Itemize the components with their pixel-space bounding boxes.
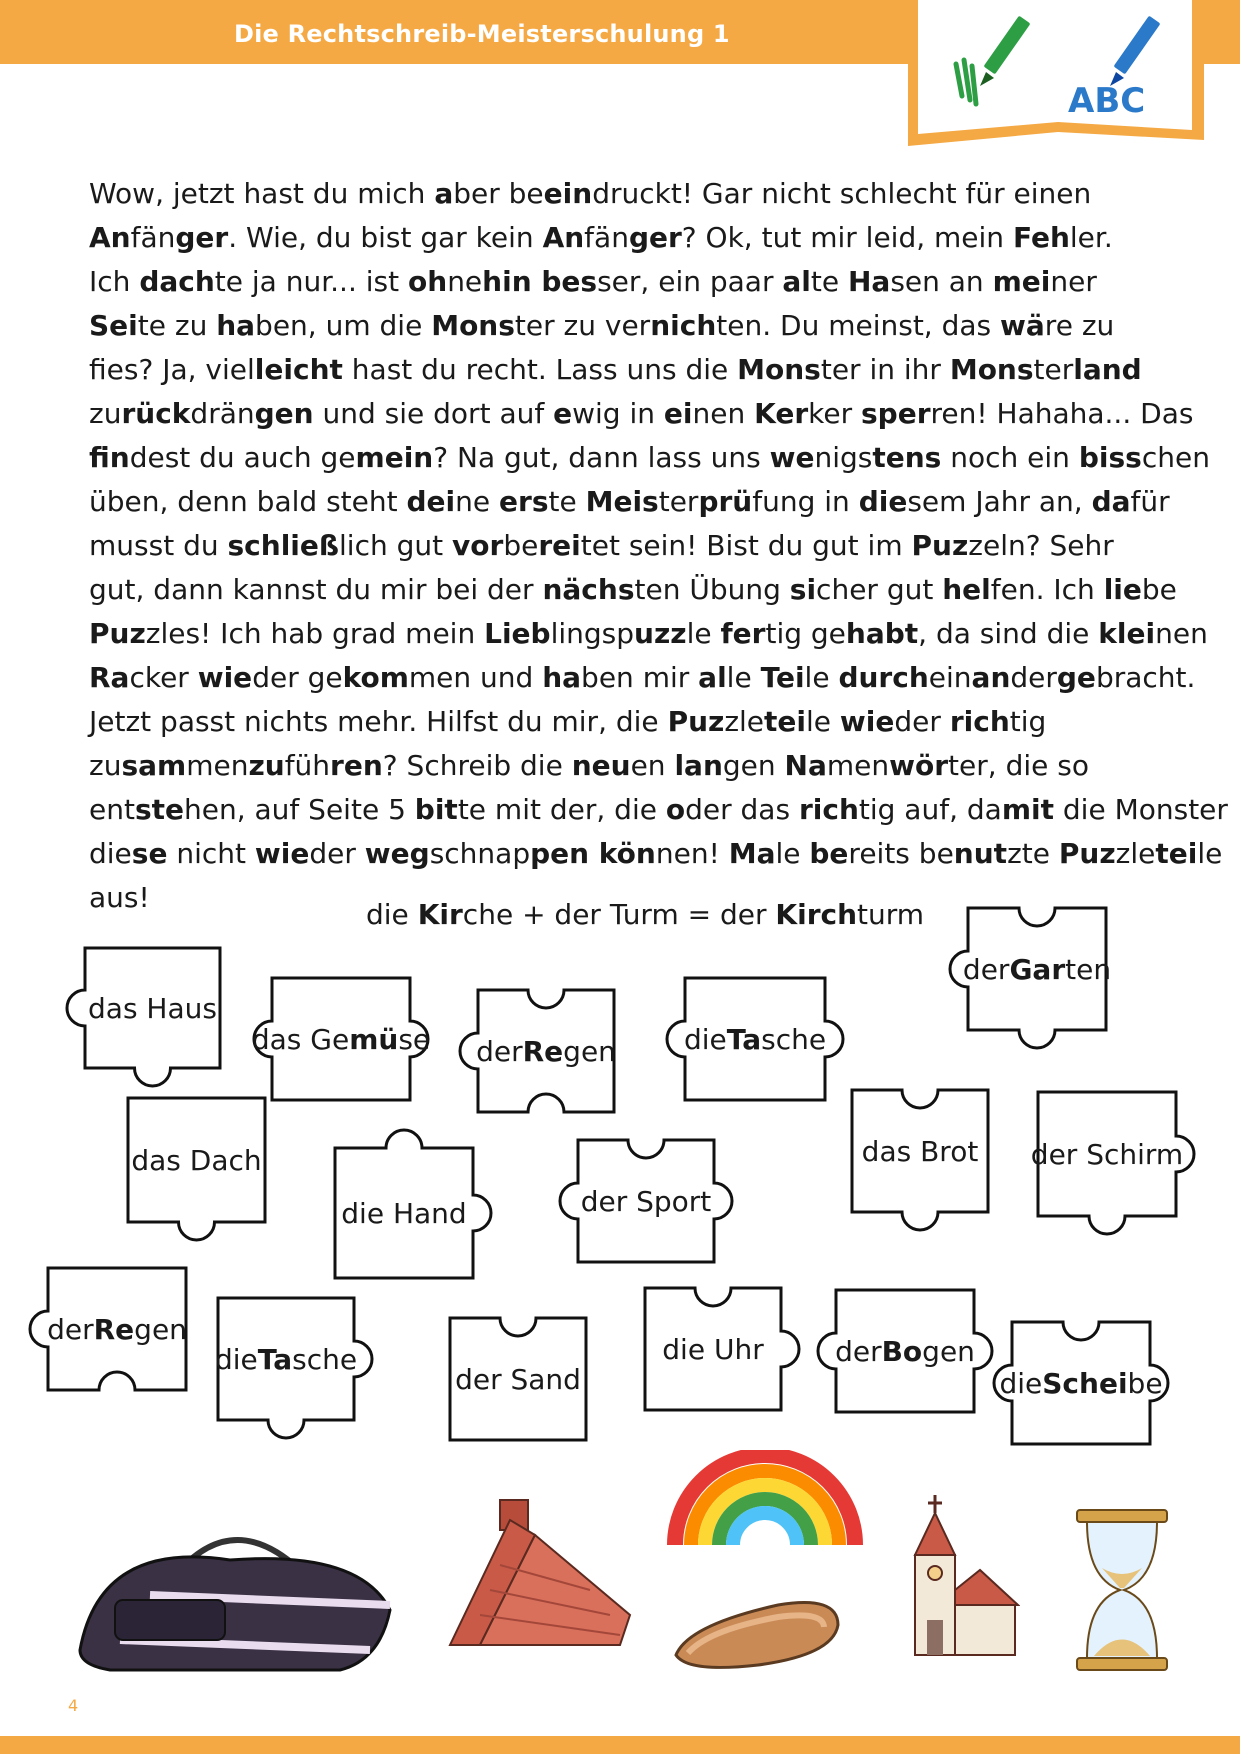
text-segment: füh	[284, 749, 331, 782]
text-segment: ter	[658, 485, 699, 518]
text-segment: ben, um die	[255, 309, 432, 342]
bold-syllable: Na	[784, 749, 827, 782]
bold-syllable: schließ	[227, 529, 340, 562]
text-segment: die Uhr	[662, 1332, 764, 1366]
bold-syllable: oh	[408, 265, 448, 298]
text-segment: le	[804, 661, 839, 694]
puzzle-das-haus	[85, 948, 220, 1068]
bold-syllable: dei	[406, 485, 456, 518]
logo-abc-text: ABC	[1068, 81, 1146, 121]
text-segment: ner	[1050, 265, 1097, 298]
bold-syllable: rück	[121, 397, 191, 430]
header-title: Die Rechtschreib-Meisterschulung 1	[234, 20, 730, 48]
text-segment: tig ge	[765, 617, 846, 650]
bold-syllable: Re	[522, 1034, 564, 1068]
puzzle-label	[962, 908, 1112, 1030]
intro-line	[89, 304, 1189, 348]
puzzle-der-garten	[962, 908, 1112, 1030]
text-segment: ter zu ver	[514, 309, 651, 342]
text-segment: wig in	[572, 397, 664, 430]
bold-syllable: ei	[663, 397, 693, 430]
text-segment: sche	[761, 1022, 827, 1056]
bold-syllable: klei	[1098, 617, 1156, 650]
text-segment: Wow, jetzt hast du mich	[89, 177, 435, 210]
bold-syllable: bit	[414, 793, 458, 826]
text-segment: hen, auf Seite 5	[184, 793, 415, 826]
bold-syllable: prü	[698, 485, 753, 518]
text-segment: zte	[1007, 837, 1059, 870]
bold-syllable: lan	[674, 749, 723, 782]
bold-syllable: Ta	[257, 1342, 293, 1376]
text-segment: die	[999, 1366, 1043, 1400]
bold-syllable: uzz	[634, 617, 687, 650]
church-illustration	[890, 1495, 1020, 1664]
text-segment: drän	[190, 397, 255, 430]
text-segment: fen. Ich	[990, 573, 1104, 606]
bold-syllable: Puz	[911, 529, 969, 562]
text-segment: en	[630, 749, 675, 782]
text-segment: men und	[408, 661, 543, 694]
bold-syllable: rei	[538, 529, 581, 562]
bold-syllable: tens	[872, 441, 942, 474]
text-segment: tet sein! Bist du gut im	[580, 529, 912, 562]
intro-line	[89, 436, 1210, 480]
bold-syllable: Ma	[728, 837, 776, 870]
puzzle-label	[251, 978, 431, 1100]
intro-line	[89, 524, 1189, 568]
text-segment: se	[398, 1022, 431, 1056]
text-segment: die Hand	[341, 1196, 467, 1230]
text-segment: sen an	[890, 265, 993, 298]
bold-syllable: An	[89, 221, 131, 254]
puzzle-der-regen-2	[48, 1268, 186, 1390]
bold-syllable: Kir	[417, 898, 463, 931]
footer-bar	[0, 1736, 1240, 1754]
text-segment: ben mir	[581, 661, 699, 694]
text-segment: gen	[563, 1034, 616, 1068]
text-segment: Jetzt passt nichts mehr. Hilfst du mir, die	[89, 705, 668, 738]
text-segment: Ich	[89, 265, 140, 298]
text-segment: nen	[1155, 617, 1208, 650]
text-segment: fän	[130, 221, 176, 254]
text-segment: das Haus	[88, 991, 217, 1025]
bold-syllable: neu	[571, 749, 631, 782]
text-segment: ser, ein paar	[597, 265, 783, 298]
intro-line	[89, 744, 1189, 788]
text-segment: , da sind die	[918, 617, 1099, 650]
text-segment: zeln? Sehr	[968, 529, 1114, 562]
text-segment: hast du recht. Lass uns die	[342, 353, 738, 386]
bold-syllable: ste	[134, 793, 184, 826]
puzzle-der-bogen	[836, 1290, 974, 1412]
bold-syllable: Kirch	[775, 898, 858, 931]
intro-line	[89, 656, 1196, 700]
bold-syllable: ger	[175, 221, 229, 254]
text-segment: sche	[292, 1342, 358, 1376]
text-segment: der	[47, 1312, 94, 1346]
text-segment: te ja nur... ist	[214, 265, 409, 298]
bold-syllable: land	[1073, 353, 1142, 386]
puzzle-label	[578, 1140, 714, 1262]
text-segment: . Wie, du bist gar kein	[228, 221, 543, 254]
text-segment: cher gut	[816, 573, 943, 606]
bold-syllable: Bo	[881, 1334, 923, 1368]
puzzle-label	[450, 1318, 586, 1440]
bold-syllable: ger	[628, 221, 682, 254]
bold-syllable: Re	[93, 1312, 135, 1346]
puzzle-label	[85, 948, 220, 1068]
bold-syllable: a	[434, 177, 454, 210]
bold-syllable: fer	[720, 617, 766, 650]
text-segment: cker	[129, 661, 198, 694]
bold-syllable: e	[553, 397, 573, 430]
bold-syllable: nut	[953, 837, 1008, 870]
bold-syllable: mein	[355, 441, 434, 474]
text-segment: ter, die so	[948, 749, 1089, 782]
intro-line	[89, 700, 1189, 744]
text-segment: zles! Ich hab grad mein	[145, 617, 485, 650]
text-segment: ein	[928, 661, 972, 694]
text-segment: aus!	[89, 881, 150, 914]
bold-syllable: mit	[1001, 793, 1054, 826]
text-segment: ler.	[1069, 221, 1113, 254]
intro-line	[89, 172, 1189, 216]
puzzle-label	[128, 1098, 265, 1222]
text-segment: le	[775, 837, 810, 870]
text-segment: das Dach	[131, 1143, 262, 1177]
text-segment: be	[503, 529, 539, 562]
bold-syllable: tei	[1155, 837, 1198, 870]
bold-syllable: tei	[764, 705, 807, 738]
bold-syllable: Ha	[847, 265, 891, 298]
text-segment: der Sand	[455, 1362, 581, 1396]
bold-syllable: wä	[1000, 309, 1045, 342]
bold-syllable: o	[665, 793, 686, 826]
bold-syllable: si	[789, 573, 817, 606]
intro-text	[89, 172, 1228, 920]
intro-line	[89, 216, 1189, 260]
bold-syllable: rich	[949, 705, 1010, 738]
text-segment: der Sport	[580, 1184, 712, 1218]
bold-syllable: Meis	[585, 485, 659, 518]
text-segment: le	[806, 705, 840, 738]
hourglass-illustration	[1072, 1508, 1172, 1677]
text-segment: bracht.	[1095, 661, 1196, 694]
text-segment: der Schirm	[1030, 1137, 1184, 1171]
text-segment: fung in	[752, 485, 859, 518]
bold-syllable: Mons	[737, 353, 821, 386]
puzzle-label	[999, 1322, 1163, 1444]
intro-line	[89, 480, 1189, 524]
text-segment: le	[1197, 837, 1223, 870]
bold-syllable: wie	[197, 661, 253, 694]
intro-line	[89, 260, 1189, 304]
bold-syllable: ren	[330, 749, 383, 782]
text-segment: fies? Ja, viel	[89, 353, 255, 386]
text-segment: die	[683, 1022, 727, 1056]
text-segment: ten Übung	[634, 573, 790, 606]
bold-syllable: nächs	[542, 573, 635, 606]
text-segment: nen!	[655, 837, 729, 870]
text-segment: ? Schreib die	[382, 749, 572, 782]
puzzle-der-schirm	[1030, 1092, 1184, 1216]
bold-syllable: Ta	[726, 1022, 762, 1056]
text-segment: zle	[724, 705, 765, 738]
text-segment: be	[1127, 1366, 1163, 1400]
text-segment: nicht	[167, 837, 255, 870]
text-segment: reits be	[848, 837, 954, 870]
puzzle-die-scheibe	[999, 1322, 1163, 1444]
text-segment: dest du auch ge	[129, 441, 356, 474]
text-segment: le	[726, 661, 761, 694]
text-segment: die	[214, 1342, 258, 1376]
bold-syllable: biss	[1078, 441, 1142, 474]
bold-syllable: mei	[992, 265, 1051, 298]
intro-line	[89, 568, 1189, 612]
bread-slice-illustration	[668, 1585, 848, 1679]
bold-syllable: ge	[1056, 661, 1096, 694]
bold-syllable: mü	[349, 1022, 399, 1056]
text-segment: das Brot	[861, 1134, 979, 1168]
bold-syllable: al	[782, 265, 811, 298]
text-segment: ne	[447, 265, 483, 298]
bold-syllable: ein	[543, 177, 593, 210]
text-segment: gen	[922, 1334, 975, 1368]
bold-syllable: hel	[942, 573, 991, 606]
text-segment: lingsp	[550, 617, 635, 650]
text-segment: be	[1141, 573, 1177, 606]
sports-bag-illustration	[60, 1500, 410, 1684]
bold-syllable: zu	[248, 749, 285, 782]
text-segment: die Monster	[1053, 793, 1228, 826]
puzzle-der-sport	[578, 1140, 714, 1262]
bold-syllable: Ra	[89, 661, 130, 694]
bold-syllable: weg	[364, 837, 430, 870]
bold-syllable: dach	[139, 265, 215, 298]
page-number: 4	[68, 1696, 79, 1715]
text-segment: men	[186, 749, 249, 782]
rainbow-illustration	[665, 1450, 865, 1554]
text-segment: men	[826, 749, 890, 782]
bold-syllable: wör	[889, 749, 949, 782]
intro-line	[89, 348, 1189, 392]
bold-syllable: se	[131, 837, 168, 870]
text-segment: der	[1010, 661, 1057, 694]
intro-line	[89, 788, 1228, 832]
text-segment: gut, dann kannst du mir bei der	[89, 573, 543, 606]
text-segment: der das	[685, 793, 799, 826]
text-segment: ne	[455, 485, 500, 518]
text-segment: ent	[89, 793, 135, 826]
bold-syllable: durch	[838, 661, 929, 694]
puzzle-label	[852, 1090, 988, 1212]
bold-syllable: ha	[216, 309, 256, 342]
bold-syllable: vor	[452, 529, 504, 562]
text-segment: ? Ok, tut mir leid, mein	[681, 221, 1013, 254]
bold-syllable: Mons	[431, 309, 515, 342]
text-segment: gen	[722, 749, 785, 782]
bold-syllable: kom	[342, 661, 409, 694]
text-segment: ten. Du meinst, das	[716, 309, 1001, 342]
bold-syllable: Puz	[1058, 837, 1116, 870]
bold-syllable: Gar	[1009, 952, 1066, 986]
text-segment: die	[366, 898, 418, 931]
bold-syllable: ers	[499, 485, 549, 518]
text-segment: nigs	[814, 441, 873, 474]
bold-syllable: nich	[650, 309, 717, 342]
text-segment: der	[835, 1334, 882, 1368]
intro-line	[89, 832, 1223, 876]
text-segment: ter in ihr	[820, 353, 950, 386]
text-segment: ? Na gut, dann lass uns	[433, 441, 770, 474]
text-segment: turm	[857, 898, 925, 931]
bold-syllable: sam	[121, 749, 187, 782]
roof-illustration	[440, 1495, 640, 1659]
puzzle-das-gemuese	[251, 978, 431, 1100]
bold-syllable: we	[769, 441, 815, 474]
text-segment: zle	[1115, 837, 1156, 870]
bold-syllable: wie	[839, 705, 895, 738]
text-segment: ten	[1065, 952, 1112, 986]
text-segment: tig	[1009, 705, 1047, 738]
bold-syllable: an	[971, 661, 1011, 694]
text-segment: der	[894, 705, 950, 738]
bold-syllable: wie	[254, 837, 310, 870]
text-segment: sem Jahr an,	[907, 485, 1092, 518]
puzzle-label	[836, 1290, 974, 1412]
bold-syllable: Sei	[89, 309, 138, 342]
intro-line	[89, 612, 1208, 656]
text-segment: druckt! Gar nicht schlecht für einen	[592, 177, 1092, 210]
bold-syllable: sper	[861, 397, 931, 430]
bold-syllable: hin bes	[482, 265, 598, 298]
text-segment: für	[1130, 485, 1170, 518]
text-segment: zu	[89, 749, 122, 782]
text-segment: ker	[808, 397, 861, 430]
bold-syllable: Puz	[667, 705, 725, 738]
text-segment: te	[548, 485, 586, 518]
text-segment: der	[476, 1034, 523, 1068]
text-segment: ren! Hahaha... Das	[930, 397, 1194, 430]
text-segment: fän	[584, 221, 629, 254]
bold-syllable: gen	[254, 397, 314, 430]
text-segment: ber be	[453, 177, 544, 210]
text-segment: üben, denn bald steht	[89, 485, 407, 518]
puzzle-label	[685, 978, 825, 1100]
text-segment: te mit der, die	[457, 793, 666, 826]
text-segment: noch ein	[941, 441, 1079, 474]
intro-line	[89, 392, 1194, 436]
text-segment: le	[686, 617, 721, 650]
text-segment: der	[962, 952, 1010, 986]
bold-syllable: die	[858, 485, 908, 518]
bold-syllable: da	[1091, 485, 1131, 518]
bold-syllable: leicht	[254, 353, 343, 386]
text-segment: te	[810, 265, 848, 298]
text-segment: und sie dort auf	[313, 397, 554, 430]
bold-syllable: lie	[1103, 573, 1142, 606]
puzzle-die-tasche-2	[214, 1298, 358, 1420]
text-segment: das Ge	[251, 1022, 350, 1056]
bold-syllable: Schei	[1042, 1366, 1128, 1400]
text-segment: che + der Turm = der	[462, 898, 776, 931]
puzzle-label	[335, 1148, 473, 1278]
bold-syllable: Lieb	[484, 617, 551, 650]
puzzle-label	[478, 990, 614, 1112]
text-segment: musst du	[89, 529, 228, 562]
text-segment: schnap	[429, 837, 531, 870]
puzzle-die-hand	[335, 1148, 473, 1278]
bold-syllable: pen kön	[530, 837, 656, 870]
puzzle-label	[214, 1298, 358, 1420]
puzzle-das-brot	[852, 1090, 988, 1212]
text-segment: ter	[1033, 353, 1074, 386]
bold-syllable: habt	[845, 617, 919, 650]
text-segment: zu	[89, 397, 122, 430]
bold-syllable: fin	[89, 441, 130, 474]
text-segment: der ge	[252, 661, 343, 694]
text-segment: die	[89, 837, 132, 870]
bold-syllable: Tei	[760, 661, 805, 694]
puzzle-der-sand	[450, 1318, 586, 1440]
bold-syllable: Mons	[949, 353, 1034, 386]
puzzle-die-uhr	[645, 1288, 781, 1410]
puzzle-der-regen-1	[478, 990, 614, 1112]
bold-syllable: Feh	[1012, 221, 1070, 254]
bold-syllable: Ker	[754, 397, 809, 430]
text-segment: der	[309, 837, 365, 870]
puzzle-das-dach	[128, 1098, 265, 1222]
puzzle-label	[645, 1288, 781, 1410]
logo-card	[908, 0, 1204, 154]
text-segment: chen	[1141, 441, 1210, 474]
bold-syllable: ha	[542, 661, 582, 694]
puzzle-label	[1030, 1092, 1184, 1216]
puzzle-label	[48, 1268, 186, 1390]
bold-syllable: be	[809, 837, 849, 870]
bold-syllable: An	[542, 221, 585, 254]
text-segment: gen	[134, 1312, 187, 1346]
text-segment: tig auf, da	[858, 793, 1002, 826]
bold-syllable: al	[698, 661, 727, 694]
puzzle-die-tasche-1	[685, 978, 825, 1100]
bold-syllable: rich	[798, 793, 859, 826]
text-segment: te zu	[137, 309, 217, 342]
text-segment: lich gut	[339, 529, 453, 562]
text-segment: nen	[692, 397, 755, 430]
bold-syllable: Puz	[89, 617, 146, 650]
example-compound	[366, 898, 924, 931]
text-segment: re zu	[1044, 309, 1115, 342]
